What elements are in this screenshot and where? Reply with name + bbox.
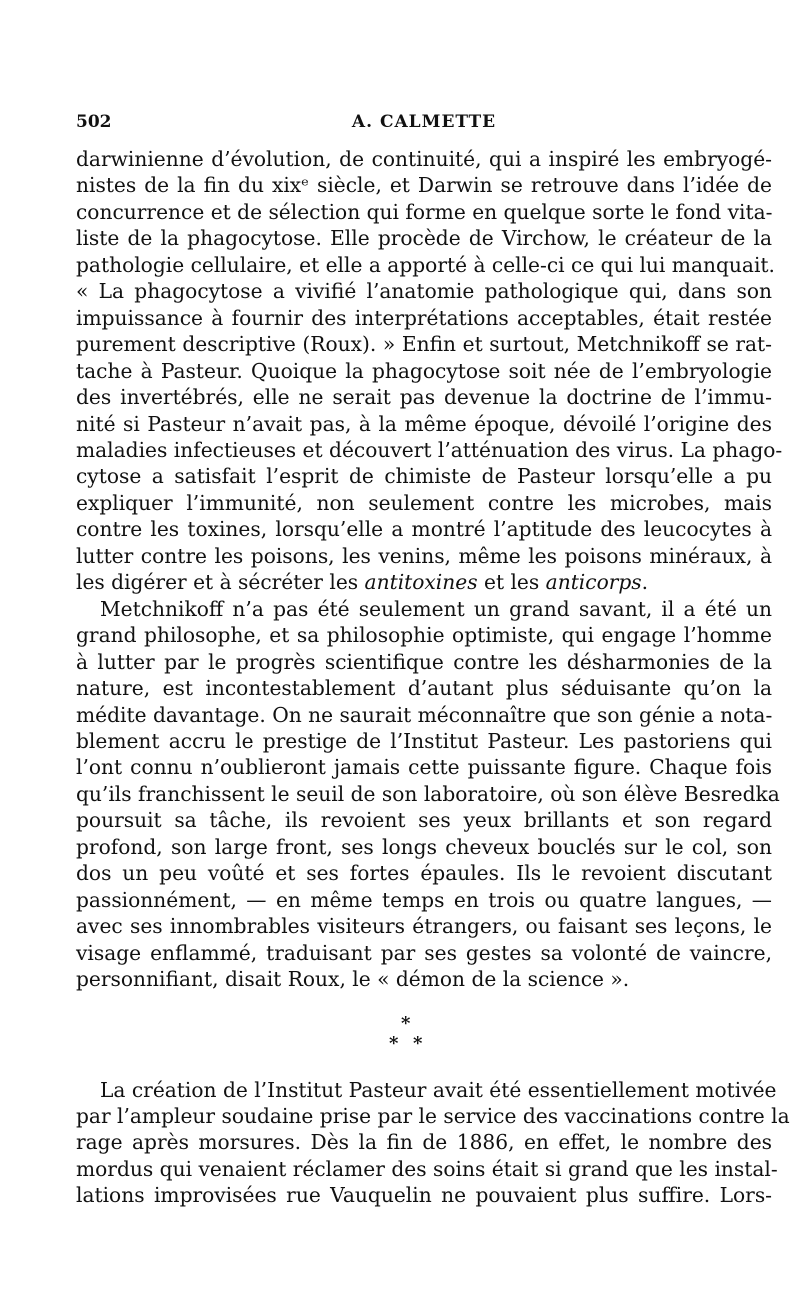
text-line: liste de la phagocytose. Elle procède de Virchow, le créateur de la: [76, 226, 772, 251]
text-line: passionnément, — en même temps en trois ou quatre langues, —: [76, 887, 772, 912]
running-title: A. CALMETTE: [351, 112, 497, 132]
text-line: poursuit sa tâche, ils revoient ses yeux brillants et son regard: [76, 808, 772, 833]
asterism-star: *: [389, 1032, 399, 1054]
text-line: pathologie cellulaire, et elle a apporté à celle-ci ce qui lui manquait.: [76, 252, 775, 277]
paragraph-phagocytosis-origins: [76, 146, 783, 569]
text-line: rage après morsures. Dès la fin de 1886, en effet, le nombre des: [76, 1130, 772, 1155]
text-line: blement accru le prestige de l’Institut Pasteur. Les pastoriens qui: [76, 728, 772, 753]
text-line: personnifiant, disait Roux, le « démon de la science ».: [76, 967, 630, 992]
italic-term-anticorps: anticorps: [545, 570, 642, 595]
text-line: cytose a satisfait l’esprit de chimiste de Pasteur lorsqu’elle a pu: [76, 464, 772, 489]
asterism-star: *: [401, 1012, 411, 1034]
text-line: à lutter par le progrès scientifique contre les désharmonies de la: [76, 649, 772, 674]
section-break-asterism: [76, 993, 772, 1077]
text-line: Metchnikoff n’a pas été seulement un grand savant, il a été un: [100, 596, 772, 621]
text-line: par l’ampleur soudaine prise par le service des vaccinations contre la: [76, 1103, 790, 1128]
text-line: contre les toxines, lorsqu’elle a montré l’aptitude des leucocytes à: [76, 517, 772, 542]
text-line: l’ont connu n’oublieront jamais cette puissante figure. Chaque fois: [76, 755, 772, 780]
text-line: grand philosophe, et sa philosophie optimiste, qui engage l’homme: [76, 623, 772, 648]
text-line: mordus qui venaient réclamer des soins était si grand que les instal-: [76, 1156, 778, 1181]
book-page: [76, 112, 790, 1209]
text-line: concurrence et de sélection qui forme en quelque sorte le fond vita-: [76, 199, 773, 224]
paragraph-phagocytosis-origins-end: [76, 569, 772, 595]
text-line: les digérer et à sécréter les antitoxines et les anticorps.: [76, 570, 649, 595]
text-line: nistes de la fin du xixᵉ siècle, et Darwin se retrouve dans l’idée de: [76, 173, 772, 198]
text-line: tache à Pasteur. Quoique la phagocytose soit née de l’embryologie: [76, 358, 772, 383]
text-line: darwinienne d’évolution, de continuité, qui a inspiré les embryogé-: [76, 147, 772, 171]
text-line: maladies infectieuses et découvert l’atténuation des virus. La phago-: [76, 437, 783, 462]
text-line: nature, est incontestablement d’autant plus séduisante qu’on la: [76, 676, 772, 701]
text-line: médite davantage. On ne saurait méconnaître que son génie a nota-: [76, 702, 773, 727]
text-line: des invertébrés, elle ne serait pas devenue la doctrine de l’immu-: [76, 385, 772, 410]
asterism-star: *: [413, 1032, 423, 1054]
paragraph-institut-creation: [76, 1077, 790, 1209]
text-line: nité si Pasteur n’avait pas, à la même époque, dévoilé l’origine des: [76, 411, 772, 436]
text-line: « La phagocytose a vivifié l’anatomie pathologique qui, dans son: [76, 279, 772, 304]
page-number: 502: [76, 112, 112, 132]
text-line: qu’ils franchissent le seuil de son laboratoire, où son élève Besredka: [76, 781, 780, 806]
text-line: lutter contre les poisons, les venins, même les poisons minéraux, à: [76, 543, 772, 568]
text-line: La création de l’Institut Pasteur avait été essentiellement motivée: [100, 1077, 777, 1102]
text-line: impuissance à fournir des interprétations acceptables, était restée: [76, 305, 772, 330]
text-line: expliquer l’immunité, non seulement contre les microbes, mais: [76, 490, 772, 515]
paragraph-metchnikoff-philosopher: [76, 596, 780, 993]
text-line: lations improvisées rue Vauquelin ne pouvaient plus suffire. Lors-: [76, 1183, 772, 1208]
text-line: purement descriptive (Roux). » Enfin et surtout, Metchnikoff se rat-: [76, 332, 772, 357]
italic-term-antitoxines: antitoxines: [364, 570, 478, 595]
text-line: avec ses innombrables visiteurs étrangers, ou faisant ses leçons, le: [76, 914, 772, 939]
text-line: visage enflammé, traduisant par ses gestes sa volonté de vaincre,: [76, 940, 772, 965]
running-head: [76, 112, 772, 146]
text-line: profond, son large front, ses longs cheveux bouclés sur le col, son: [76, 834, 772, 859]
text-line: dos un peu voûté et ses fortes épaules. Ils le revoient discutant: [76, 861, 772, 886]
